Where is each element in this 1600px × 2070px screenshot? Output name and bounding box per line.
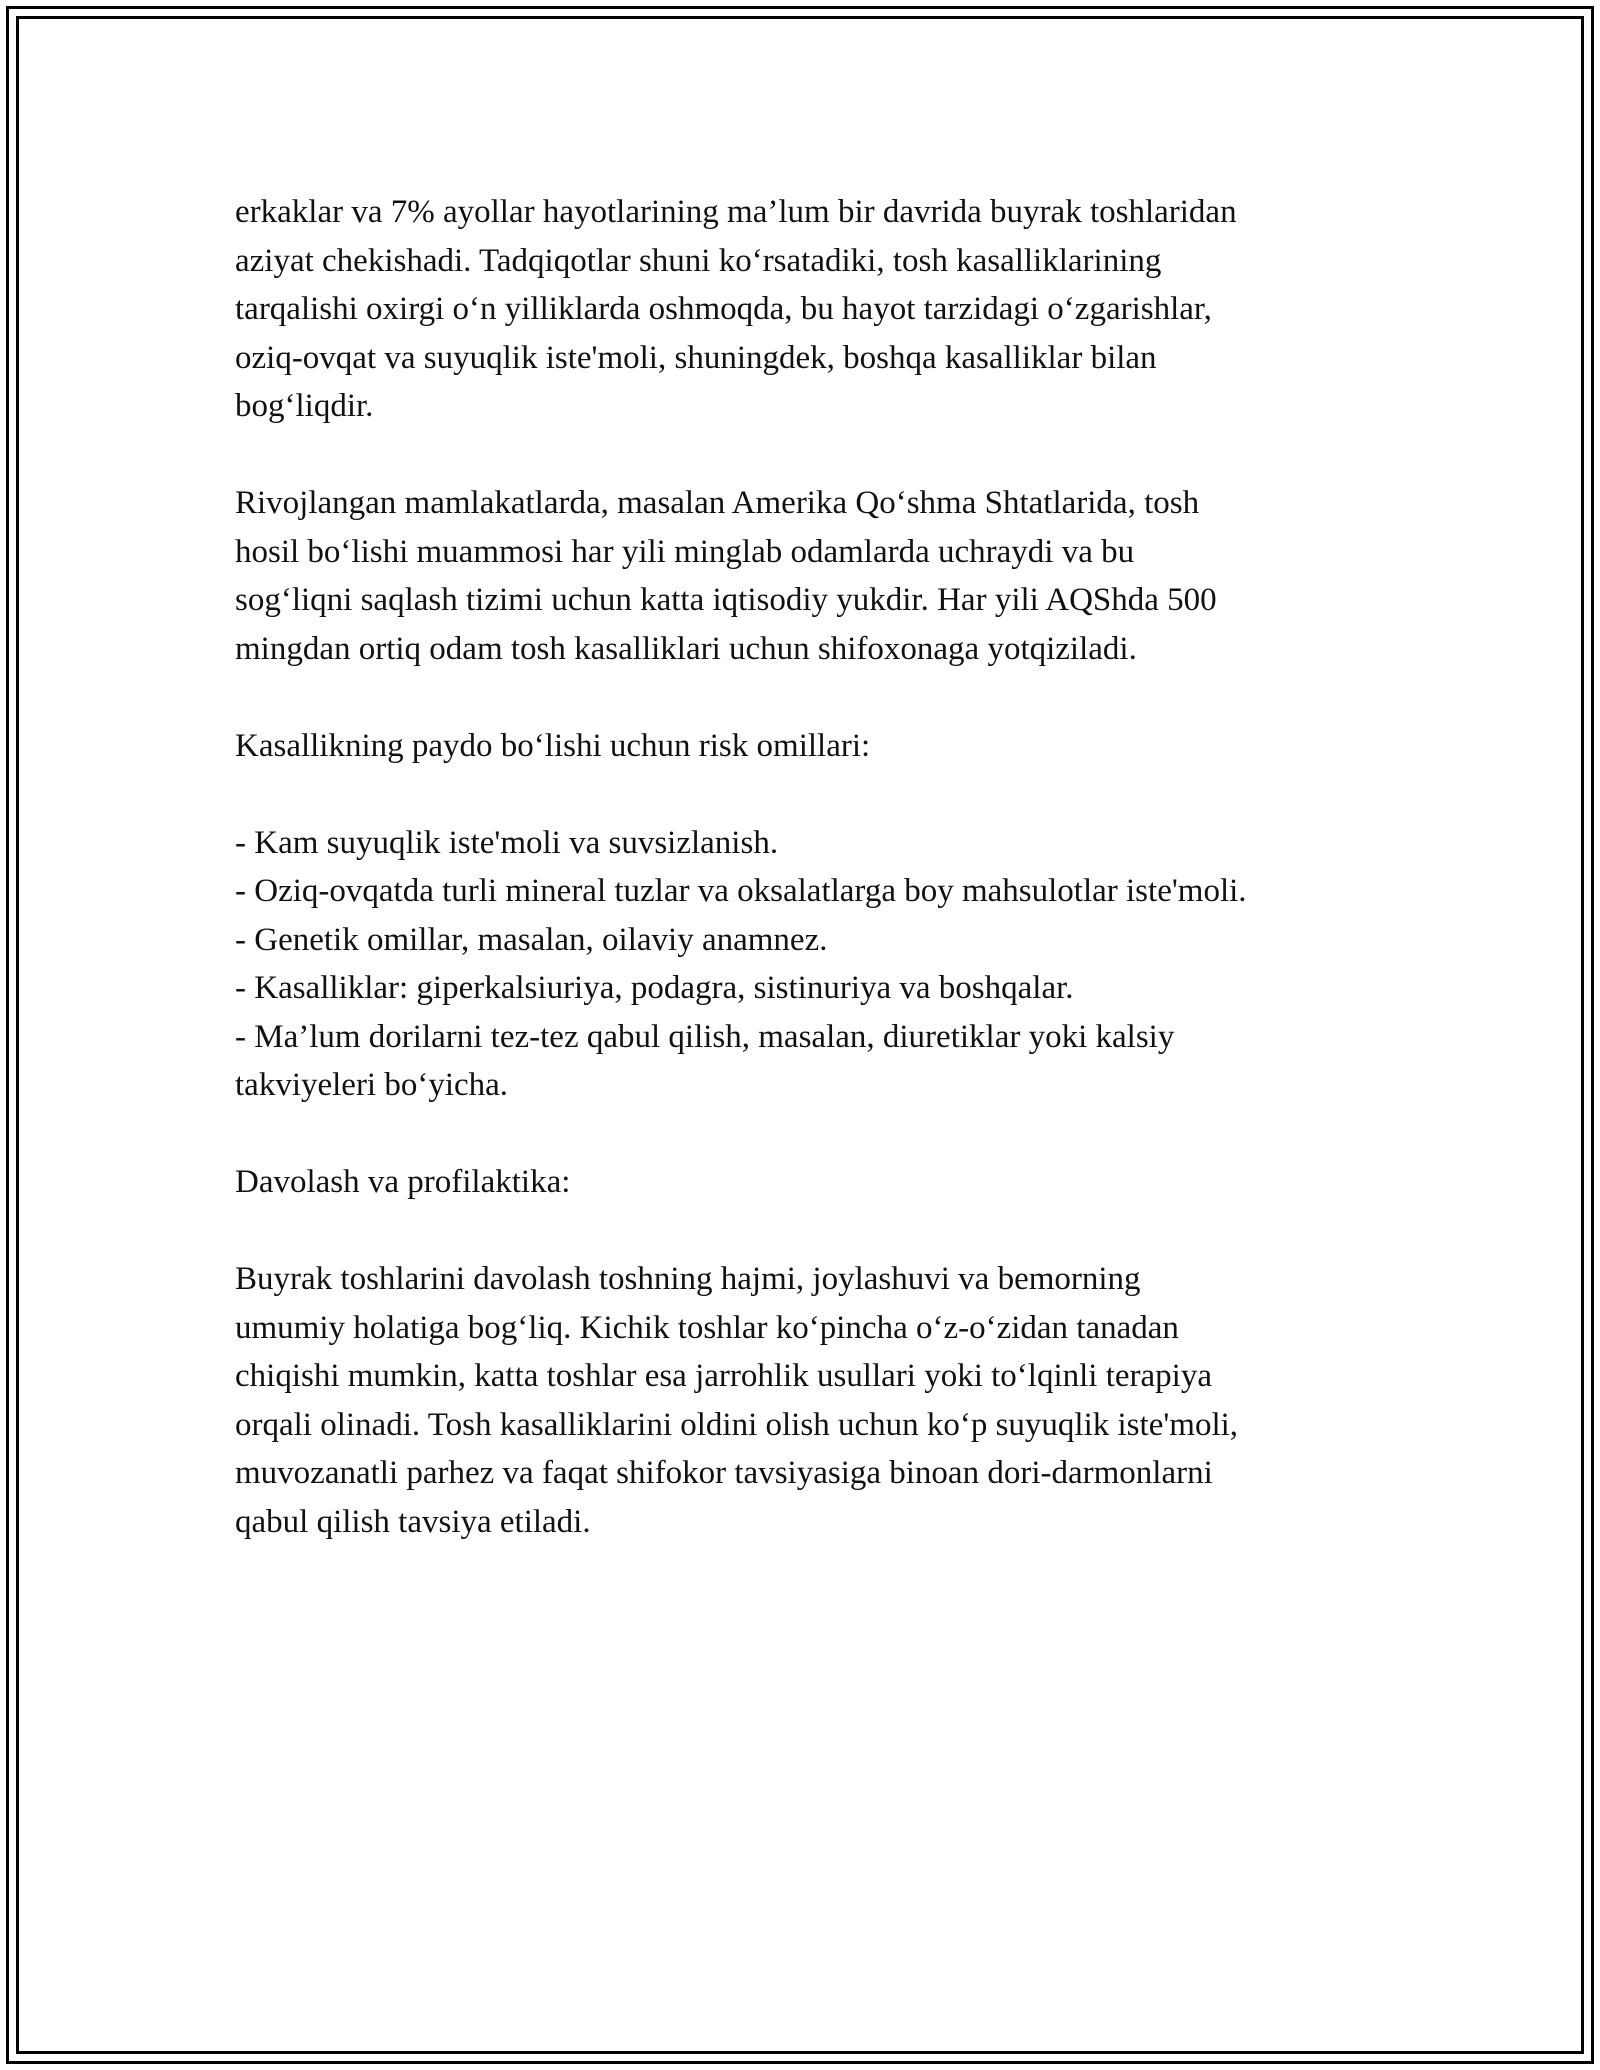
heading-text: Davolash va profilaktika: xyxy=(235,1164,571,1200)
list-item: - Genetik omillar, masalan, oilaviy anamnez. xyxy=(235,921,828,958)
risk-factors-heading xyxy=(235,722,1375,771)
text-line: erkaklar va 7% ayollar hayotlarining ma’lum bir davrida buyrak toshlaridan xyxy=(235,194,1237,230)
text-line: mingdan ortiq odam tosh kasalliklari uchun shifoxonaga yotqiziladi. xyxy=(235,630,1137,667)
paragraph-developed-countries xyxy=(235,479,1375,673)
text-line: muvozanatli parhez va faqat shifokor tavsiyasiga binoan dori-darmonlarni xyxy=(235,1455,1213,1491)
text-line: orqali olinadi. Tosh kasalliklarini oldini olish uchun ko‘p suyuqlik iste'moli, xyxy=(235,1406,1239,1443)
text-line: Rivojlangan mamlakatlarda, masalan Amerika Qo‘shma Shtatlarida, tosh xyxy=(235,485,1200,521)
list-item-continuation: takviyeleri bo‘yicha. xyxy=(235,1067,509,1103)
paragraph-treatment xyxy=(235,1255,1375,1546)
risk-factors-list xyxy=(235,819,1375,1110)
text-line: bog‘liqdir. xyxy=(235,388,374,424)
heading-text: Kasallikning paydo bo‘lishi uchun risk omillari: xyxy=(235,727,871,764)
document-body xyxy=(235,188,1375,1595)
list-item: - Oziq-ovqatda turli mineral tuzlar va oksalatlarga boy mahsulotlar iste'moli. xyxy=(235,873,1247,909)
text-line: umumiy holatiga bog‘liq. Kichik toshlar ko‘pincha o‘z-o‘zidan tanadan xyxy=(235,1309,1179,1346)
text-line: hosil bo‘lishi muammosi har yili minglab odamlarda uchraydi va bu xyxy=(235,533,1135,570)
list-item: - Kasalliklar: giperkalsiuriya, podagra, sistinuriya va boshqalar. xyxy=(235,970,1074,1006)
paragraph-prevalence xyxy=(235,188,1375,431)
text-line: aziyat chekishadi. Tadqiqotlar shuni ko‘rsatadiki, tosh kasalliklarining xyxy=(235,242,1162,279)
text-line: tarqalishi oxirgi o‘n yilliklarda oshmoqda, bu hayot tarzidagi o‘zgarishlar, xyxy=(235,291,1212,327)
treatment-heading xyxy=(235,1158,1375,1207)
text-line: oziq-ovqat va suyuqlik iste'moli, shuningdek, boshqa kasalliklar bilan xyxy=(235,339,1157,376)
text-line: qabul qilish tavsiya etiladi. xyxy=(235,1503,591,1540)
text-line: Buyrak toshlarini davolash toshning hajmi, joylashuvi va bemorning xyxy=(235,1261,1141,1297)
list-item: - Ma’lum dorilarni tez-tez qabul qilish, masalan, diuretiklar yoki kalsiy xyxy=(235,1018,1175,1055)
text-line: sog‘liqni saqlash tizimi uchun katta iqtisodiy yukdir. Har yili AQShda 500 xyxy=(235,582,1217,618)
text-line: chiqishi mumkin, katta toshlar esa jarrohlik usullari yoki to‘lqinli terapiya xyxy=(235,1358,1212,1394)
list-item: - Kam suyuqlik iste'moli va suvsizlanish. xyxy=(235,824,779,861)
